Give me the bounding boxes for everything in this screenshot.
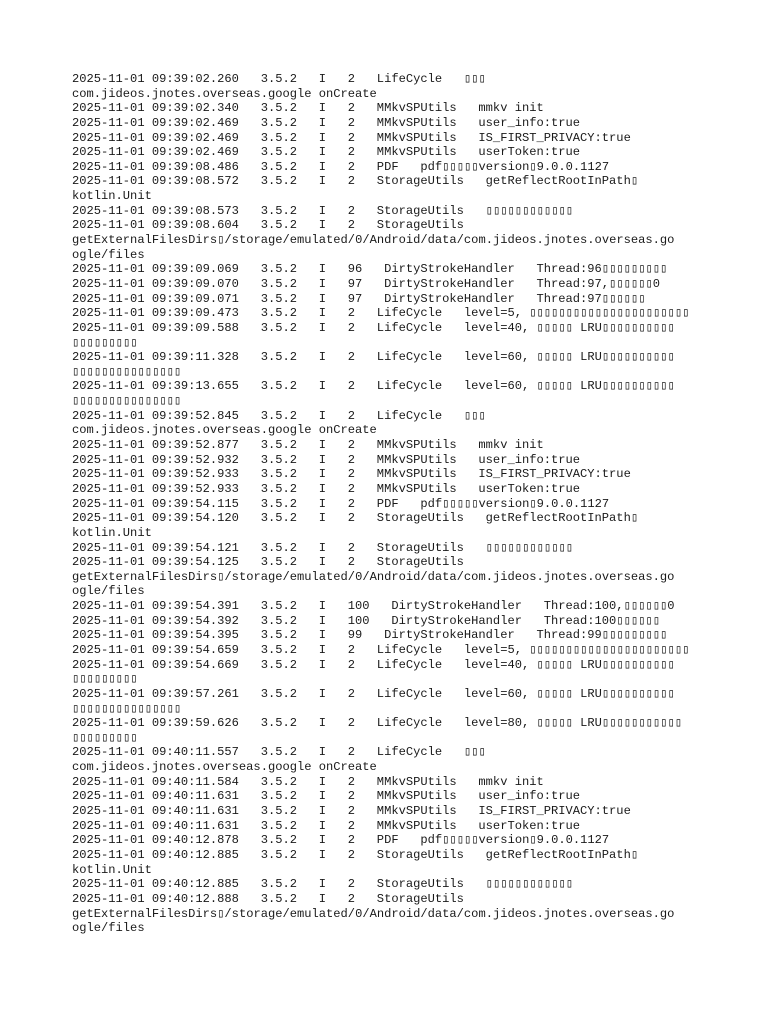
log-text-block <box>72 72 712 936</box>
log-line: 2025-11-01 09:39:54.659 3.5.2 I 2 LifeCycle level=5, ▯▯▯▯▯▯▯▯▯▯▯▯▯▯▯▯▯▯▯▯▯▯ <box>72 642 690 657</box>
log-line: 2025-11-01 09:39:54.392 3.5.2 I 100 DirtyStrokeHandler Thread:100▯▯▯▯▯▯ <box>72 613 660 628</box>
log-line: 2025-11-01 09:39:52.933 3.5.2 I 2 MMkvSPUtils userToken:true <box>72 481 581 496</box>
log-line: 2025-11-01 09:39:08.572 3.5.2 I 2 StorageUtils getReflectRootInPath▯ <box>72 174 639 189</box>
log-line: 2025-11-01 09:39:02.469 3.5.2 I 2 MMkvSPUtils IS_FIRST_PRIVACY:true <box>72 130 631 145</box>
log-line: ogle/files <box>72 247 145 262</box>
log-line: 2025-11-01 09:39:54.125 3.5.2 I 2 StorageUtils <box>72 555 464 570</box>
log-line: getExternalFilesDirs▯/storage/emulated/0/Android/data/com.jideos.jnotes.overseas.go <box>72 233 675 248</box>
log-line: 2025-11-01 09:39:52.933 3.5.2 I 2 MMkvSPUtils IS_FIRST_PRIVACY:true <box>72 467 631 482</box>
log-line: 2025-11-01 09:39:52.845 3.5.2 I 2 LifeCycle ▯▯▯ <box>72 408 486 423</box>
log-line: 2025-11-01 09:39:54.669 3.5.2 I 2 LifeCycle level=40, ▯▯▯▯▯ LRU▯▯▯▯▯▯▯▯▯▯ <box>72 657 675 672</box>
log-line: 2025-11-01 09:39:54.120 3.5.2 I 2 StorageUtils getReflectRootInPath▯ <box>72 511 639 526</box>
log-line: ▯▯▯▯▯▯▯▯▯ <box>72 672 138 687</box>
log-line: ▯▯▯▯▯▯▯▯▯▯▯▯▯▯▯ <box>72 394 182 409</box>
log-line: ▯▯▯▯▯▯▯▯▯ <box>72 730 138 745</box>
log-line: ▯▯▯▯▯▯▯▯▯ <box>72 335 138 350</box>
log-line: 2025-11-01 09:39:54.115 3.5.2 I 2 PDF pdf▯▯▯▯▯version▯9.0.0.1127 <box>72 496 610 511</box>
log-line: 2025-11-01 09:39:57.261 3.5.2 I 2 LifeCycle level=60, ▯▯▯▯▯ LRU▯▯▯▯▯▯▯▯▯▯ <box>72 686 675 701</box>
log-line: 2025-11-01 09:39:09.069 3.5.2 I 96 DirtyStrokeHandler Thread:96▯▯▯▯▯▯▯▯▯ <box>72 262 668 277</box>
log-line: 2025-11-01 09:40:11.557 3.5.2 I 2 LifeCycle ▯▯▯ <box>72 745 486 760</box>
log-line: 2025-11-01 09:40:11.631 3.5.2 I 2 MMkvSPUtils user_info:true <box>72 789 581 804</box>
log-line: com.jideos.jnotes.overseas.google onCreate <box>72 86 377 101</box>
log-line: 2025-11-01 09:39:08.486 3.5.2 I 2 PDF pdf▯▯▯▯▯version▯9.0.0.1127 <box>72 159 610 174</box>
log-line: 2025-11-01 09:39:02.469 3.5.2 I 2 MMkvSPUtils user_info:true <box>72 115 581 130</box>
log-line: 2025-11-01 09:39:08.573 3.5.2 I 2 StorageUtils ▯▯▯▯▯▯▯▯▯▯▯▯ <box>72 203 574 218</box>
log-line: 2025-11-01 09:39:09.588 3.5.2 I 2 LifeCycle level=40, ▯▯▯▯▯ LRU▯▯▯▯▯▯▯▯▯▯ <box>72 320 675 335</box>
log-line: 2025-11-01 09:40:12.885 3.5.2 I 2 StorageUtils ▯▯▯▯▯▯▯▯▯▯▯▯ <box>72 877 574 892</box>
log-line: 2025-11-01 09:39:11.328 3.5.2 I 2 LifeCycle level=60, ▯▯▯▯▯ LRU▯▯▯▯▯▯▯▯▯▯ <box>72 350 675 365</box>
log-line: 2025-11-01 09:39:02.469 3.5.2 I 2 MMkvSPUtils userToken:true <box>72 145 581 160</box>
log-line: 2025-11-01 09:39:54.395 3.5.2 I 99 DirtyStrokeHandler Thread:99▯▯▯▯▯▯▯▯▯ <box>72 628 668 643</box>
log-line: com.jideos.jnotes.overseas.google onCreate <box>72 760 377 775</box>
log-line: 2025-11-01 09:39:02.260 3.5.2 I 2 LifeCycle ▯▯▯ <box>72 72 486 86</box>
log-line: ogle/files <box>72 921 145 936</box>
log-line: 2025-11-01 09:39:13.655 3.5.2 I 2 LifeCycle level=60, ▯▯▯▯▯ LRU▯▯▯▯▯▯▯▯▯▯ <box>72 379 675 394</box>
log-line: kotlin.Unit <box>72 525 152 540</box>
log-line: 2025-11-01 09:39:08.604 3.5.2 I 2 StorageUtils <box>72 218 464 233</box>
log-line: 2025-11-01 09:39:52.932 3.5.2 I 2 MMkvSPUtils user_info:true <box>72 452 581 467</box>
log-line: 2025-11-01 09:39:54.121 3.5.2 I 2 StorageUtils ▯▯▯▯▯▯▯▯▯▯▯▯ <box>72 540 574 555</box>
log-line: 2025-11-01 09:40:12.888 3.5.2 I 2 StorageUtils <box>72 891 464 906</box>
log-line: 2025-11-01 09:40:12.885 3.5.2 I 2 StorageUtils getReflectRootInPath▯ <box>72 847 639 862</box>
log-line: getExternalFilesDirs▯/storage/emulated/0/Android/data/com.jideos.jnotes.overseas.go <box>72 569 675 584</box>
log-line: 2025-11-01 09:39:09.070 3.5.2 I 97 DirtyStrokeHandler Thread:97,▯▯▯▯▯▯0 <box>72 276 660 291</box>
log-line: 2025-11-01 09:40:12.878 3.5.2 I 2 PDF pdf▯▯▯▯▯version▯9.0.0.1127 <box>72 833 610 848</box>
log-line: 2025-11-01 09:39:59.626 3.5.2 I 2 LifeCycle level=80, ▯▯▯▯▯ LRU▯▯▯▯▯▯▯▯▯▯▯ <box>72 716 683 731</box>
log-line: 2025-11-01 09:39:54.391 3.5.2 I 100 DirtyStrokeHandler Thread:100,▯▯▯▯▯▯0 <box>72 599 675 614</box>
log-line: ogle/files <box>72 584 145 599</box>
log-line: 2025-11-01 09:39:52.877 3.5.2 I 2 MMkvSPUtils mmkv init <box>72 438 544 453</box>
log-line: 2025-11-01 09:40:11.631 3.5.2 I 2 MMkvSPUtils IS_FIRST_PRIVACY:true <box>72 804 631 819</box>
log-line: ▯▯▯▯▯▯▯▯▯▯▯▯▯▯▯ <box>72 701 182 716</box>
log-line: 2025-11-01 09:39:02.340 3.5.2 I 2 MMkvSPUtils mmkv init <box>72 101 544 116</box>
log-line: kotlin.Unit <box>72 189 152 204</box>
log-line: 2025-11-01 09:40:11.584 3.5.2 I 2 MMkvSPUtils mmkv init <box>72 774 544 789</box>
log-line: kotlin.Unit <box>72 862 152 877</box>
log-line: 2025-11-01 09:40:11.631 3.5.2 I 2 MMkvSPUtils userToken:true <box>72 818 581 833</box>
log-line: ▯▯▯▯▯▯▯▯▯▯▯▯▯▯▯ <box>72 364 182 379</box>
log-line: 2025-11-01 09:39:09.071 3.5.2 I 97 DirtyStrokeHandler Thread:97▯▯▯▯▯▯ <box>72 291 646 306</box>
log-line: getExternalFilesDirs▯/storage/emulated/0/Android/data/com.jideos.jnotes.overseas.go <box>72 906 675 921</box>
log-line: com.jideos.jnotes.overseas.google onCreate <box>72 423 377 438</box>
log-line: 2025-11-01 09:39:09.473 3.5.2 I 2 LifeCycle level=5, ▯▯▯▯▯▯▯▯▯▯▯▯▯▯▯▯▯▯▯▯▯▯ <box>72 306 690 321</box>
